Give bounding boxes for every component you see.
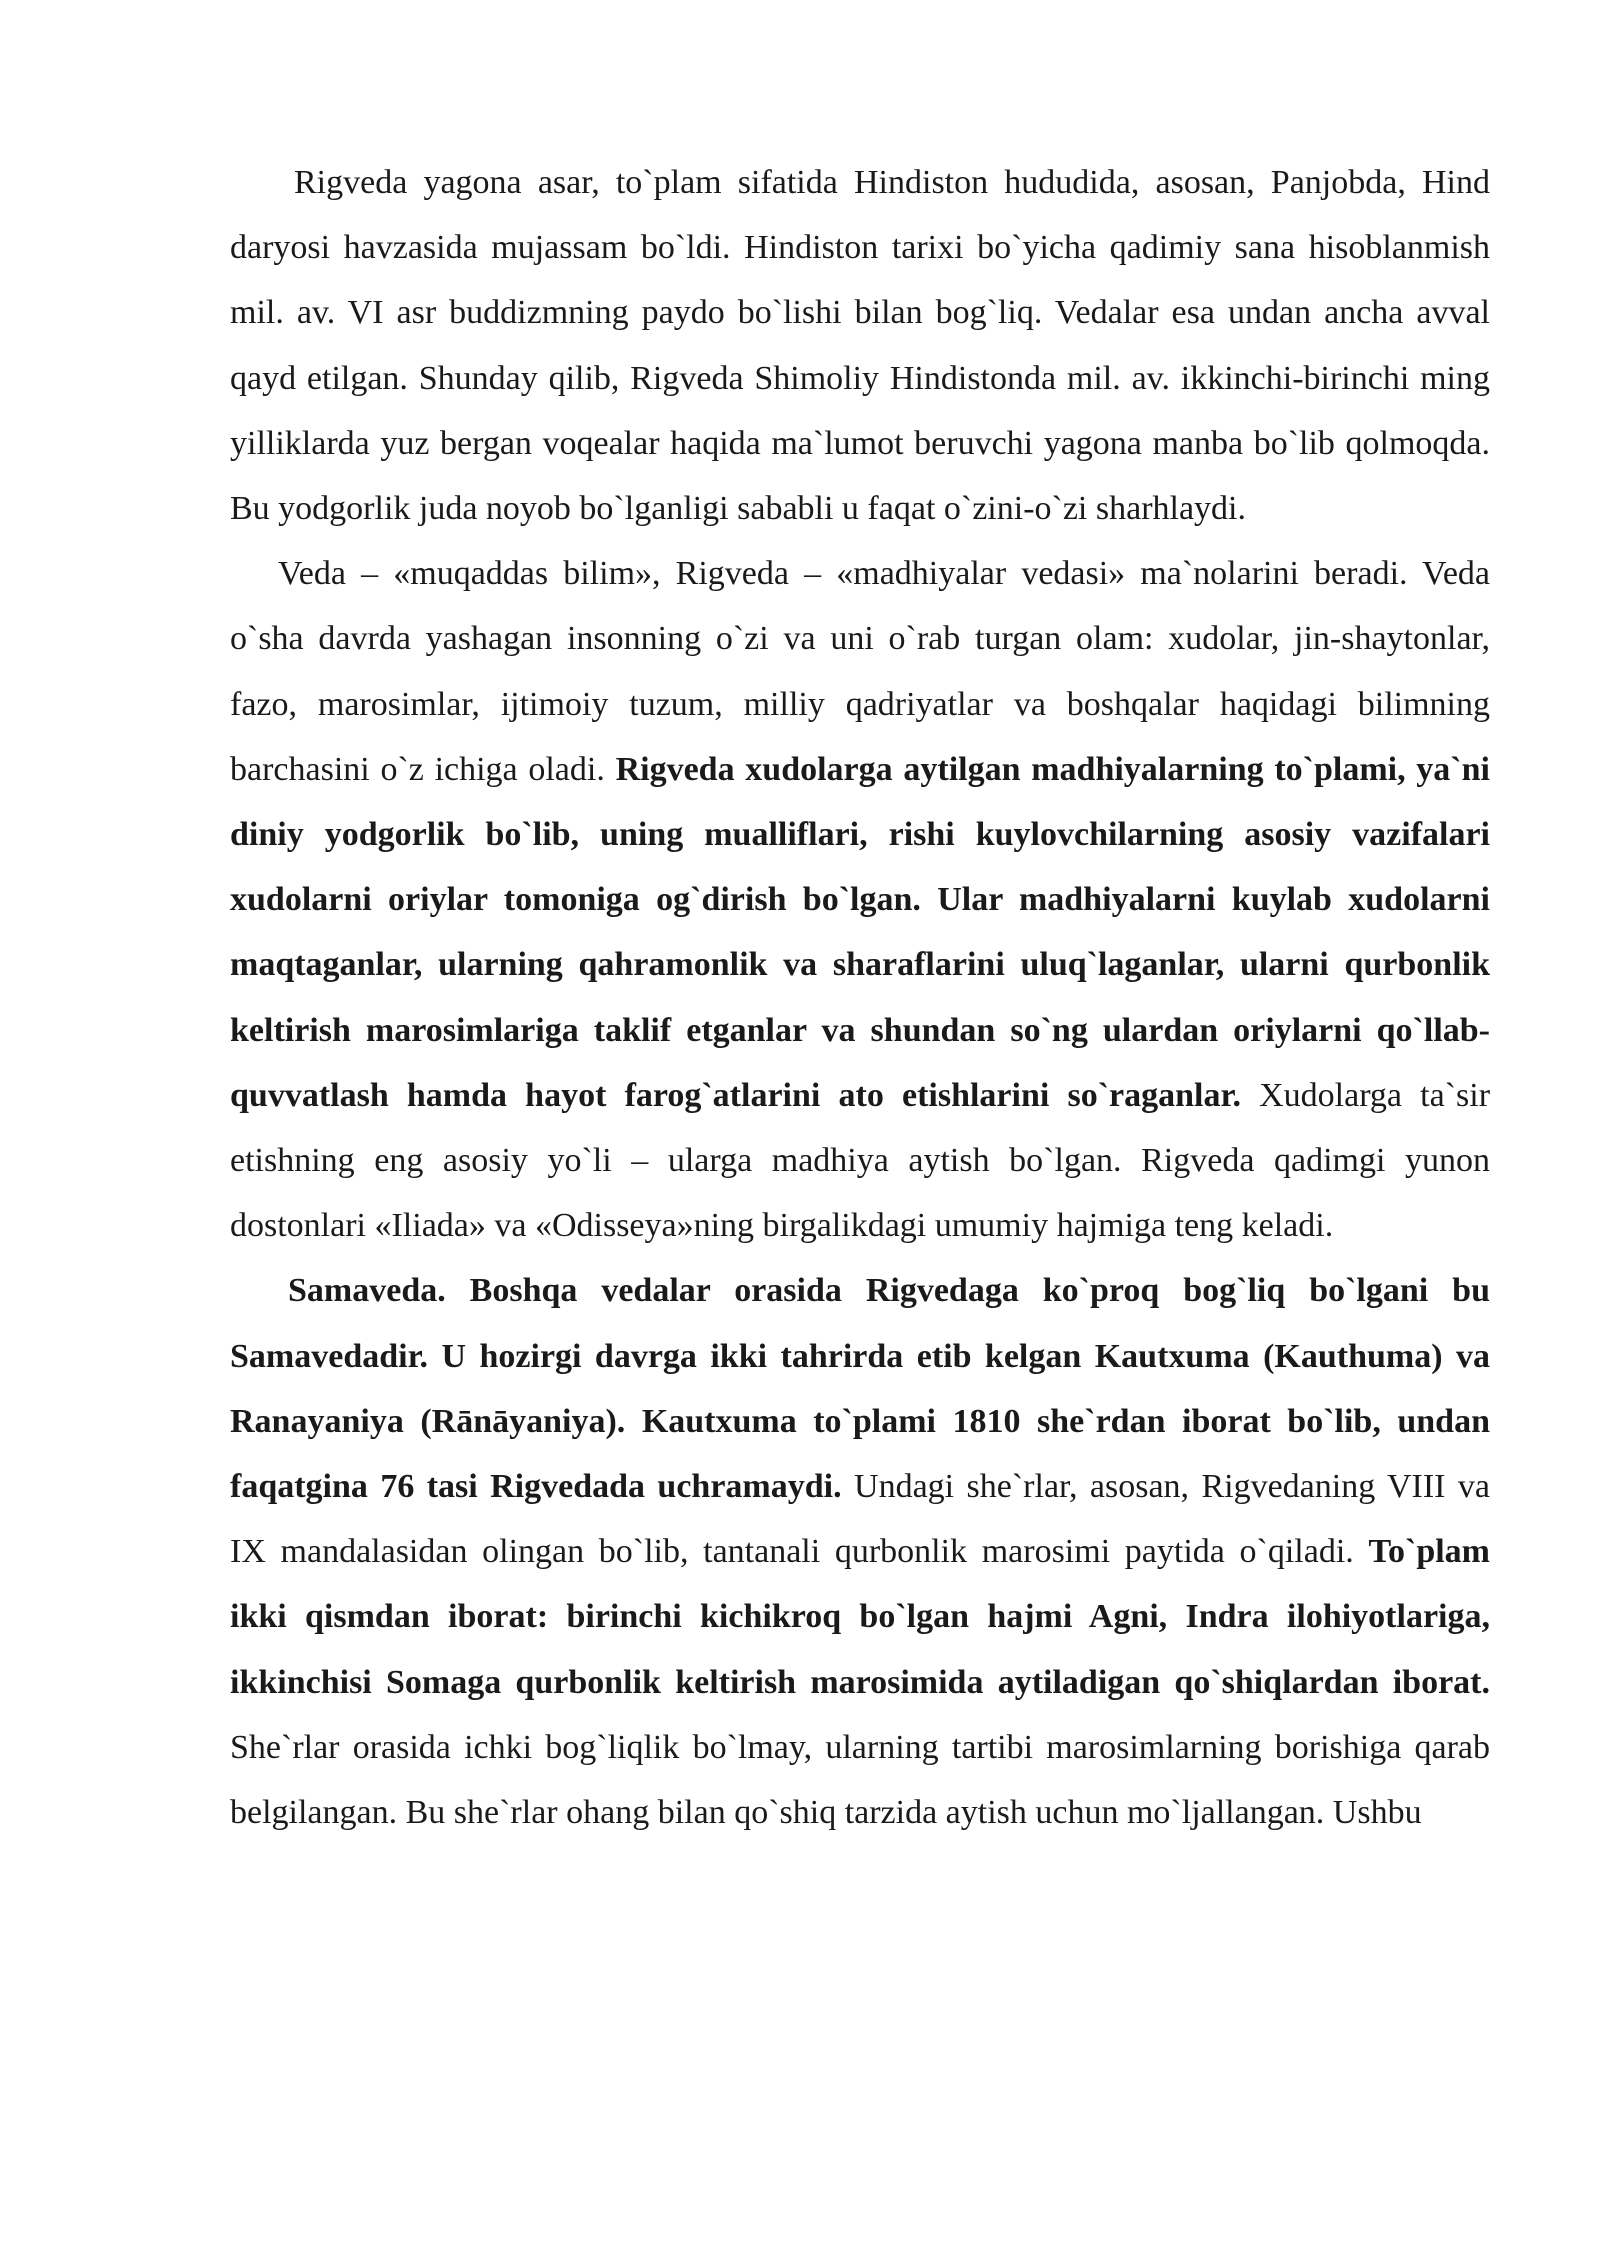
bold-text: Samaveda. Boshqa vedalar orasida Rigvedaga ko`proq bog`liq bo`lgani bu Samavedadir. U hozirgi davrga ikki tahrirda etib kelgan Kautxuma (Kauthuma) va Ranayaniya (Rānāyaniya). Kautxuma to`plami 1810 she`rdan iborat bo`lib, undan faqatgina 76 tasi Rigvedada uchramaydi. <box>230 1272 1490 1506</box>
paragraph-text: Xudolarga ta`sir etishning eng asosiy yo`li – ularga madhiya aytish bo`lgan. Rigveda qadimgi yunon dostonlari «Iliada» va «Odisseya»ning birgalikdagi umumiy hajmiga teng keladi. <box>230 1076 1491 1245</box>
paragraph-text: She`rlar orasida ichki bog`liqlik bo`lmay, ularning tartibi marosimlarning borishiga qarab belgilangan. Bu she`rlar ohang bilan qo`shiq tarzida aytish uchun mo`ljallangan. Ushbu <box>230 1728 1490 1832</box>
paragraph-text: Rigveda yagona asar, to`plam sifatida Hindiston hududida, asosan, Panjobda, Hind daryosi havzasida mujassam bo`ldi. Hindiston tarixi bo`yicha qadimiy sana hisoblanmish mil. av. VI asr buddizmning paydo bo`lishi bilan bog`liq. Vedalar esa undan ancha avval qayd etilgan. Shunday qilib, Rigveda Shimoliy Hindistonda mil. av. ikkinchi-birinchi ming yilliklarda yuz bergan voqealar haqida ma`lumot beruvchi yagona manba bo`lib qolmoqda. Bu yodgorlik juda noyob bo`lganligi sababli u faqat o`zini-o`zi sharhlaydi. <box>230 164 1490 528</box>
paragraph-rigveda-intro <box>230 150 1490 541</box>
bold-text: To`plam ikki qismdan iborat: birinchi kichikroq bo`lgan hajmi Agni, Indra ilohiyotlariga, ikkinchisi Somaga qurbonlik keltirish marosimida aytiladigan qo`shiqlardan iborat. <box>230 1533 1490 1701</box>
paragraph-samaveda <box>230 1258 1490 1845</box>
paragraph-text: Undagi she`rlar, asosan, Rigvedaning VIII va IX mandalasidan olingan bo`lib, tantanali qurbonlik marosimi paytida o`qiladi. <box>230 1468 1491 1571</box>
bold-text: Rigveda xudolarga aytilgan madhiyalarning to`plami, ya`ni diniy yodgorlik bo`lib, uning mualliflari, rishi kuylovchilarning asosiy vazifalari xudolarni oriylar tomoniga og`dirish bo`lgan. Ular madhiyalarni kuylab xudolarni maqtaganlar, ularning qahramonlik va sharaflarini uluq`laganlar, ularni qurbonlik keltirish marosimlariga taklif etganlar va shundan so`ng ulardan oriylarni qo`llab-quvvatlash hamda hayot farog`atlarini ato etishlarini so`raganlar. <box>230 750 1490 1114</box>
document-body <box>230 150 1490 1845</box>
paragraph-veda-meaning <box>230 541 1490 1258</box>
paragraph-text: Veda – «muqaddas bilim», Rigveda – «madhiyalar vedasi» ma`nolarini beradi. Veda o`sha davrda yashagan insonning o`zi va uni o`rab turgan olam: xudolar, jin-shaytonlar, fazo, marosimlar, ijtimoiy tuzum, milliy qadriyatlar va boshqalar haqidagi bilimning barchasini o`z ichiga oladi. <box>230 555 1490 788</box>
